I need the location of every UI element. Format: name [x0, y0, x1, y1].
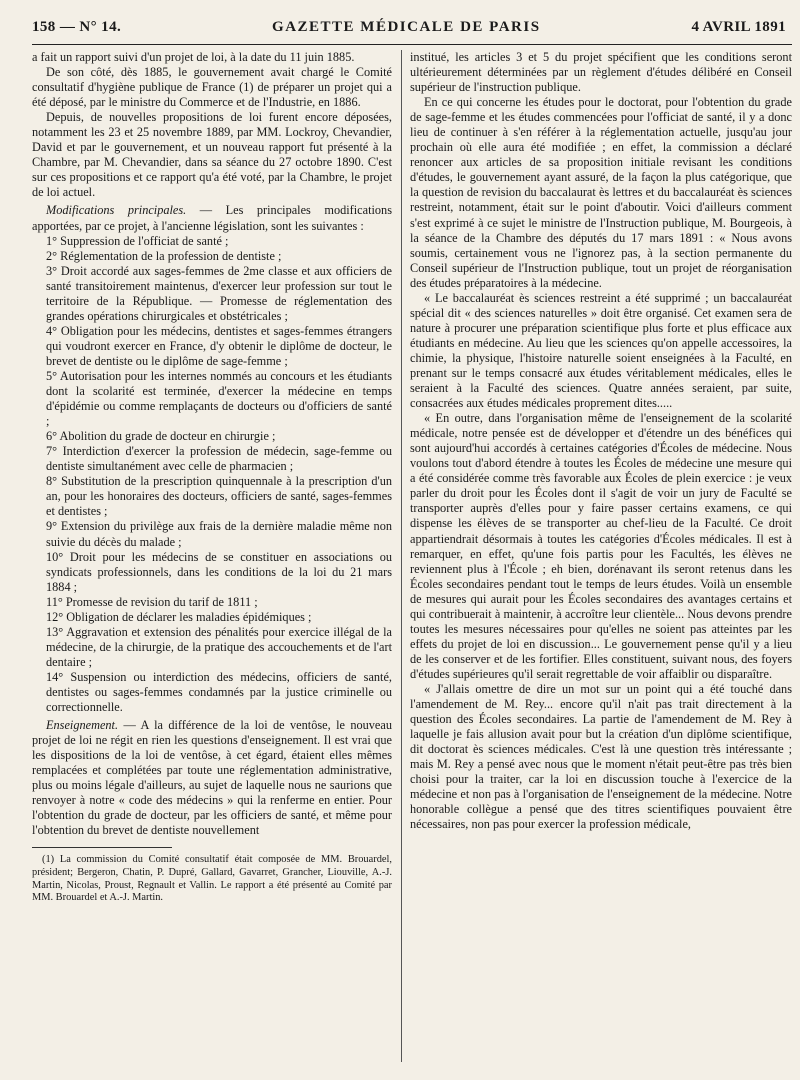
left-column — [32, 50, 392, 1062]
footnote: (1) La commission du Comité consultatif était composée de MM. Brouardel, président; Bergeron, Chatin, P. Dupré, Gallard, Gavarret, Grancher, Liouville, A.-J. Martin, Nicolas, Proust, Regnault et Vallin. Le rapport a été présenté au Comité par MM. Brouardel et A.-J. Martin. — [32, 854, 392, 904]
right-column — [410, 50, 792, 1062]
list-item: 13° Aggravation et extension des pénalités pour exercice illégal de la médecine, de la chirurgie, de la pratique des accouchements et de l'art dentaire ; — [46, 624, 392, 669]
page-header — [32, 12, 786, 42]
list-item: 4° Obligation pour les médecins, dentistes et sages-femmes étrangers qui voudront exercer en France, d'y obtenir le diplôme de docteur, le brevet de dentiste ou le diplôme de sage-femme ; — [46, 323, 392, 368]
list-item: 12° Obligation de déclarer les maladies épidémiques ; — [46, 609, 312, 624]
header-rule — [32, 44, 792, 45]
footnote-rule — [32, 847, 172, 848]
paragraph: a fait un rapport suivi d'un projet de loi, à la date du 11 juin 1885. — [32, 50, 355, 64]
list-item: 1° Suppression de l'officiat de santé ; — [46, 233, 229, 248]
list-item: 7° Interdiction d'exercer la profession de médecin, sage-femme ou dentiste simultanément avec celle de pharmacien ; — [46, 444, 392, 474]
page-number: 158 — N° 14. — [32, 18, 122, 35]
paragraph: En ce qui concerne les études pour le doctorat, pour l'obtention du grade de sage-femme et les études commencées pour l'officiat de santé, il y a donc lieu de continuer à s'en référer à la réglementation actuelle, jusqu'au jour prochain où elle aura été modifiée ; en effet, la commission a déclaré renoncer aux articles de sa proposition initiale revisant les conditions d'études, le gouvernement ayant assuré, de la façon la plus catégorique, que la question de revision du baccalaurat ès lettres et du baccalauréat ès sciences restreint, notamment, était sur le point d'aboutir. Voici d'ailleurs comment s'est exprimé à ce sujet le ministre de l'Instruction publique, M. Bourgeois, à la séance de la Chambre des députés du 17 mars 1891 : « Nous avons soumis, certainement vous ne l'ignorez pas, à la section permanente du Conseil supérieur de l'Instruction publique, tout un projet de réorganisation des études préparatoires à la médecine. — [410, 95, 792, 290]
paragraph: « J'allais omettre de dire un mot sur un point qui a été touché dans l'amendement de M. Rey... encore qu'il n'ait pas trait directement à la question des Écoles secondaires. La partie de l'amendement de M. Rey à laquelle je fais allusion avait pour but la création d'un diplôme scientifique, dit doctorat ès sciences médicales. C'est là une question très intéressante ; mais M. Rey a pensé avec nous que le moment n'était peut-être pas très bien choisi pour la traiter, car la loi en discussion touche à l'exercice de la médecine et non pas à l'organisation de l'enseignement de la médecine. Notre honorable collègue a pensé que des titres scientifiques pouvaient être nécessaires, non pas pour exercer la profession médicale, — [410, 681, 792, 832]
section-heading: Enseignement. — [46, 718, 119, 733]
section-heading: Modifications principales. — [46, 203, 187, 218]
section-text: — Les principales modifications apportées, par ce projet, à l'ancienne législation, sont les suivantes : — [32, 203, 392, 233]
paragraph: De son côté, dès 1885, le gouvernement avait chargé le Comité consultatif d'hygiène publique de France (1) de préparer un projet qui a été déposé, par le ministre du Commerce et de l'Industrie, en 1886. — [32, 65, 392, 110]
paragraph: « Le baccalauréat ès sciences restreint a été supprimé ; un baccalauréat spécial dit « des sciences naturelles » doit être organisé. Cet examen sera de nature à procurer une préparation scientifique plus forte et plus efficace aux étudiants en médecine. Au lieu que les sciences qu'on appelle accessoires, la chimie, la physique, l'histoire naturelle soient enseignées à la Faculté, en prenant sur le temps consacré aux études véritablement médicales, elles le seraient à la Faculté des sciences. Quatre années seraient, par suite, consacrées aux études médicales proprement dites..... — [410, 290, 792, 411]
section-paragraph — [32, 203, 392, 233]
paragraph: Depuis, de nouvelles propositions de loi furent encore déposées, notamment les 23 et 25 novembre 1889, par MM. Lockroy, Chevandier, David et par le gouvernement, et un nouveau rapport fut présenté à la Chambre, par M. Chevandier, dans sa séance du 27 octobre 1890. C'est sur ces propositions et ce rapport qu'a été voté, par la Chambre, le projet de loi actuel. — [32, 110, 392, 200]
list-item: 9° Extension du privilège aux frais de la dernière maladie même non suivie du décès du malade ; — [46, 519, 392, 549]
paragraph: « En outre, dans l'organisation même de l'enseignement de la scolarité médicale, notre pensée est de développer et d'étendre un des bénéfices qui sont aujourd'hui accordés à certaines catégories d'Écoles de médecine. Nous voulons tout d'abord étendre à toutes les Écoles de médecine une mesure qui a été considérée comme très favorable aux Écoles de plein exercice : je veux parler du droit pour les Écoles dont il s'agit de voir un jury de Faculté se transporter auprès d'elles pour y faire passer certains examens, ce qui dispense les élèves de se transporter au chef-lieu de la Faculté. Ce droit appartiendrait désormais à toutes les catégories d'Écoles médicales. Il est à remarquer, en effet, qu'une fois partis pour les Facultés, les élèves ne reviennent plus à l'École ; eh bien, dorénavant ils seront retenus dans les Écoles secondaires pendant tout le temps de leurs études. Voilà un ensemble de mesures qui aurait pour les Écoles secondaires des avantages certains et qui contribuerait à maintenir, à accroître leur clientèle... Nous devons prendre toutes les mesures nécessaires pour qu'elles ne soient pas atteintes par les effets du projet de loi en discussion... Le gouvernement pense qu'il y a lieu de les conserver et de les fortifier. Elles constituent, suivant nous, des foyers d'études supérieures qu'il serait regrettable de voir affaiblir ou disparaître. — [410, 411, 792, 681]
list-item: 14° Suspension ou interdiction des médecins, officiers de santé, dentistes ou sages-femmes condamnés par la justice criminelle ou correctionnelle. — [46, 669, 392, 715]
list-item: 5° Autorisation pour les internes nommés au concours et les étudiants dont la scolarité est terminée, d'exercer la médecine en temps d'épidémie ou comme remplaçants de docteurs ou d'officiers de santé ; — [46, 368, 392, 429]
list-item: 10° Droit pour les médecins de se constituer en associations ou syndicats professionnels, dans les conditions de la loi du 21 mars 1884 ; — [46, 549, 392, 594]
section-paragraph — [32, 718, 392, 838]
journal-title: GAZETTE MÉDICALE DE PARIS — [272, 18, 541, 35]
list-item: 6° Abolition du grade de docteur en chirurgie ; — [46, 429, 276, 444]
section-text: — A la différence de la loi de ventôse, le nouveau projet de loi ne régit en rien les questions d'enseignement. Il est vrai que les dispositions de la loi de ventôse, à cet égard, étaient elles mêmes remplacées et complétées par toute une réglementation administrative, plus ou moins légale d'ailleurs, au sujet de laquelle nous ne saurions que renvoyer à notre « code des médecins » qui la renferme en entier. Pour l'obtention du grade de docteur, par les officiers de santé, et même pour l'obtention du brevet de dentiste nouvellement — [32, 718, 392, 838]
column-divider — [401, 50, 402, 1062]
list-item: 2° Réglementation de la profession de dentiste ; — [46, 248, 282, 263]
paragraph: institué, les articles 3 et 5 du projet spécifient que les conditions seront ultérieurement déterminées par un règlement d'études délibéré en Conseil supérieur de l'instruction publique. — [410, 50, 792, 95]
list-item: 8° Substitution de la prescription quinquennale à la prescription d'un an, pour les honoraires des docteurs, officiers de santé, sages-femmes et dentistes ; — [46, 474, 392, 519]
list-item: 3° Droit accordé aux sages-femmes de 2me classe et aux officiers de santé transitoirement maintenus, d'exercer leur profession sur tout le territoire de la République. — Promesse de réglementation des grandes opérations chirurgicales et obstétricales ; — [46, 263, 392, 323]
list-item: 11° Promesse de revision du tarif de 1811 ; — [46, 594, 258, 609]
issue-date: 4 AVRIL 1891 — [691, 18, 786, 35]
